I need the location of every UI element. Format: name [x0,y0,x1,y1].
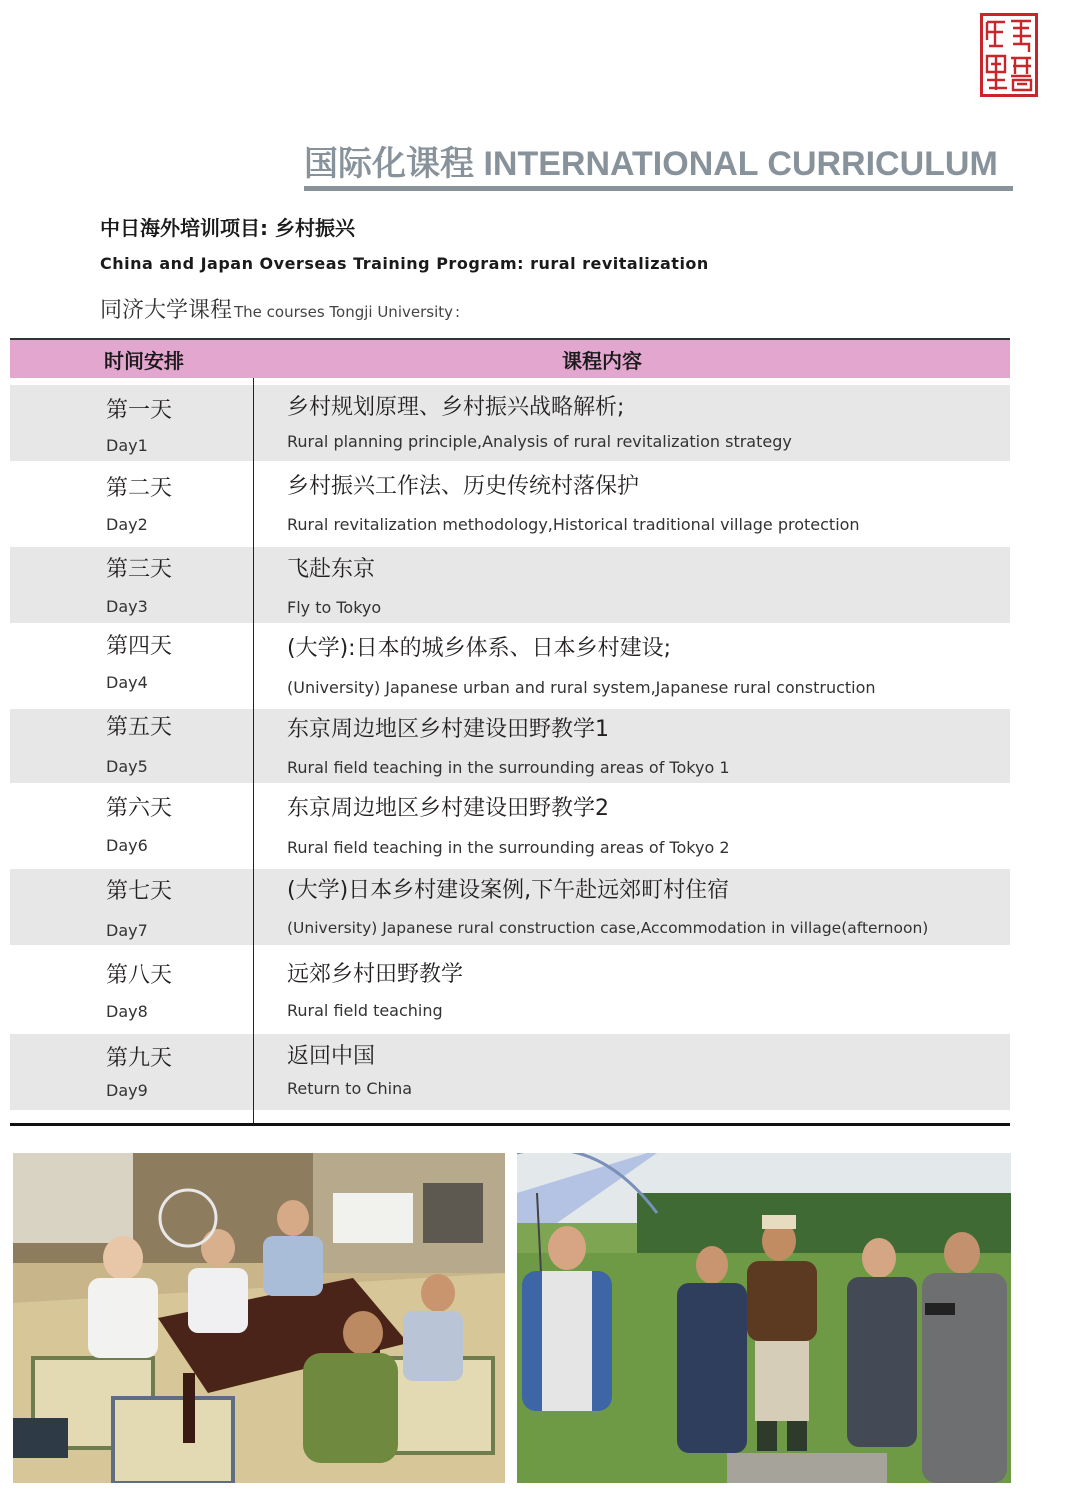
courses-label-en: The courses Tongji University [234,303,453,321]
table-row [10,547,1010,623]
header-content: 课程内容 [562,349,642,373]
day-cn: 第一天 [106,398,173,423]
table-row [10,1034,1010,1110]
content-cn: 飞赴东京 [287,557,376,582]
program-title-cn: 中日海外培训项目: 乡村振兴 [100,216,355,240]
header-schedule: 时间安排 [104,349,184,373]
day-cn: 第七天 [106,879,173,904]
seal-glyphs [983,16,1035,94]
content-en: Rural field teaching in the surrounding areas of Tokyo 1 [287,758,730,777]
content-en: Rural field teaching [287,1001,443,1020]
day-cn: 第五天 [106,715,173,740]
day-en: Day3 [106,597,148,616]
photo-field-visit [517,1153,1011,1483]
table-row [10,385,1010,461]
content-en: Rural planning principle,Analysis of rural revitalization strategy [287,432,792,451]
content-cn: 乡村规划原理、乡村振兴战略解析; [287,395,625,420]
content-en: (University) Japanese rural construction case,Accommodation in village(afternoon) [287,919,929,937]
content-cn: 返回中国 [287,1044,376,1069]
day-en: Day6 [106,836,148,855]
content-cn: 乡村振兴工作法、历史传统村落保护 [287,474,640,499]
table-bottom-rule [10,1123,1010,1126]
column-divider [253,378,254,1125]
courses-label [100,293,460,324]
content-cn: (大学):日本的城乡体系、日本乡村建设; [287,636,671,661]
day-en: Day8 [106,1002,148,1021]
program-title-en: China and Japan Overseas Training Program: rural revitalization [100,254,709,273]
content-cn: 东京周边地区乡村建设田野教学1 [287,717,609,742]
content-cn: (大学)日本乡村建设案例,下午赴远郊町村住宿 [287,878,730,903]
table-header [10,338,1010,378]
day-en: Day9 [106,1081,148,1100]
content-en: Return to China [287,1079,413,1098]
content-cn: 远郊乡村田野教学 [287,962,464,987]
table-row [10,709,1010,783]
photo-tatami-meeting [13,1153,505,1483]
table-row [10,869,1010,945]
content-en: Rural field teaching in the surrounding areas of Tokyo 2 [287,838,730,857]
content-en: Rural revitalization methodology,Historical traditional village protection [287,515,860,534]
table-row [10,461,1010,547]
table-row [10,945,1010,1034]
day-cn: 第二天 [106,476,173,501]
section-title: 国际化课程 INTERNATIONAL CURRICULUM [304,145,998,183]
day-cn: 第八天 [106,963,173,988]
day-en: Day2 [106,515,148,534]
day-cn: 第九天 [106,1046,173,1071]
day-cn: 第六天 [106,796,173,821]
table-row [10,623,1010,709]
courses-label-cn: 同济大学课程 [100,298,233,323]
day-en: Day1 [106,436,148,455]
courses-label-colon: : [455,303,461,321]
content-en: (University) Japanese urban and rural system,Japanese rural construction [287,678,876,697]
title-underline [304,186,1013,191]
day-cn: 第三天 [106,557,173,582]
day-cn: 第四天 [106,634,173,659]
seal-logo [980,13,1038,97]
content-en: Fly to Tokyo [287,598,382,617]
day-en: Day4 [106,673,148,692]
table-row [10,783,1010,869]
day-en: Day5 [106,757,148,776]
day-en: Day7 [106,921,148,940]
content-cn: 东京周边地区乡村建设田野教学2 [287,796,609,821]
